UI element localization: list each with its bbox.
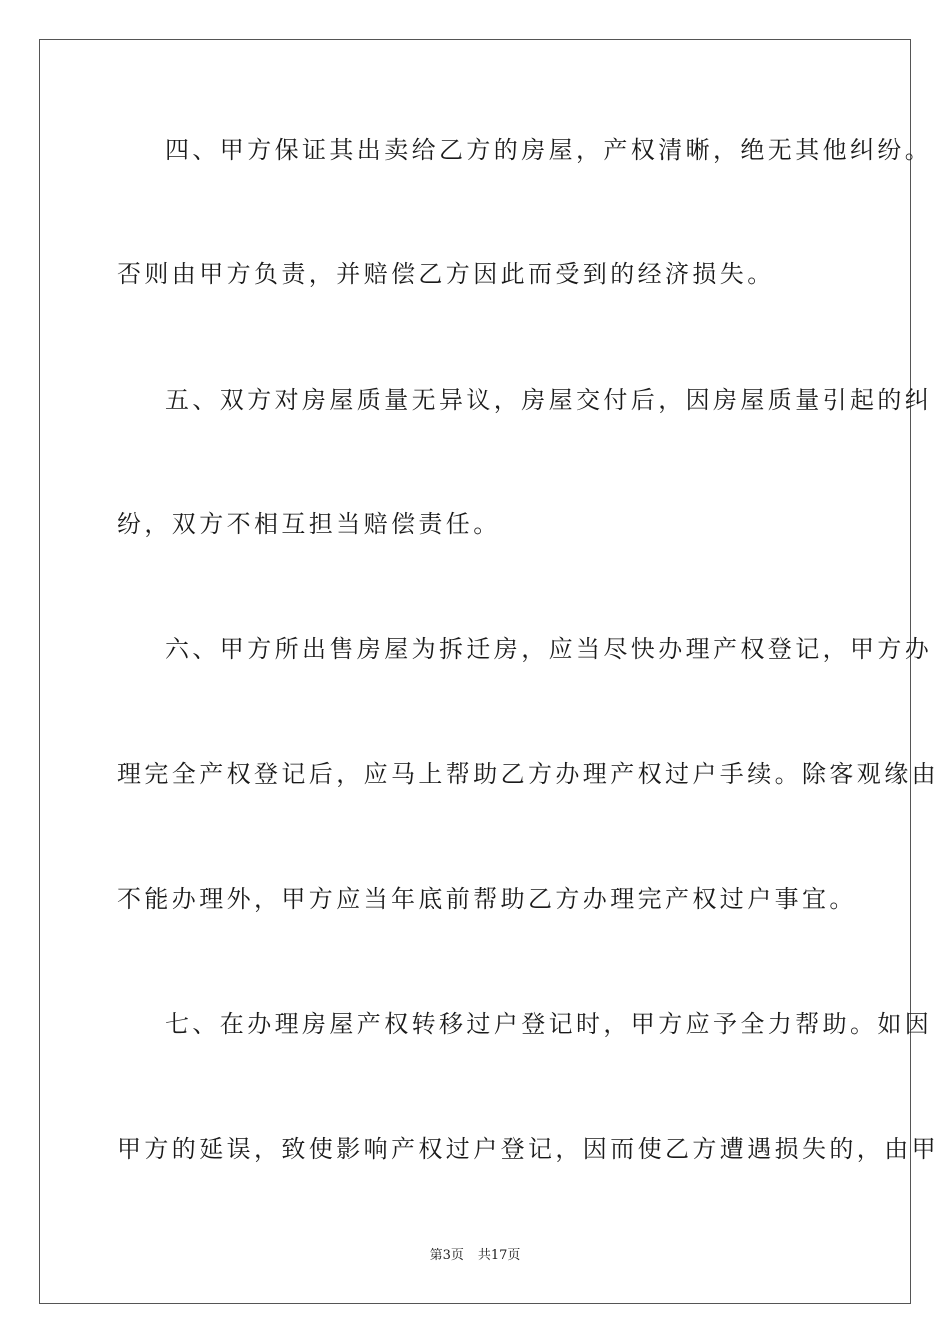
clause-6-line-2: 理完全产权登记后，应马上帮助乙方办理产权过户手续。除客观缘由 (117, 760, 939, 788)
page-footer (0, 1247, 950, 1265)
clause-6-line-3: 不能办理外，甲方应当年底前帮助乙方办理完产权过户事宜。 (117, 885, 857, 913)
clause-7-line-2: 甲方的延误，致使影响产权过户登记，因而使乙方遭遇损失的，由甲 (117, 1135, 939, 1163)
clause-4-line-1: 四、甲方保证其出卖给乙方的房屋，产权清晰，绝无其他纠纷。 (165, 136, 933, 164)
clause-5-line-2: 纷，双方不相互担当赔偿责任。 (117, 510, 501, 538)
clause-7-line-1: 七、在办理房屋产权转移过户登记时，甲方应予全力帮助。如因 (165, 1010, 933, 1038)
clause-5-line-1: 五、双方对房屋质量无异议，房屋交付后，因房屋质量引起的纠 (165, 386, 933, 414)
clause-4-line-2: 否则由甲方负责，并赔偿乙方因此而受到的经济损失。 (117, 260, 775, 288)
page-border (39, 39, 939, 1304)
clause-6-line-1: 六、甲方所出售房屋为拆迁房，应当尽快办理产权登记，甲方办 (165, 635, 933, 663)
page-number: 第3页 (429, 1248, 464, 1263)
total-pages: 共17页 (477, 1248, 521, 1263)
